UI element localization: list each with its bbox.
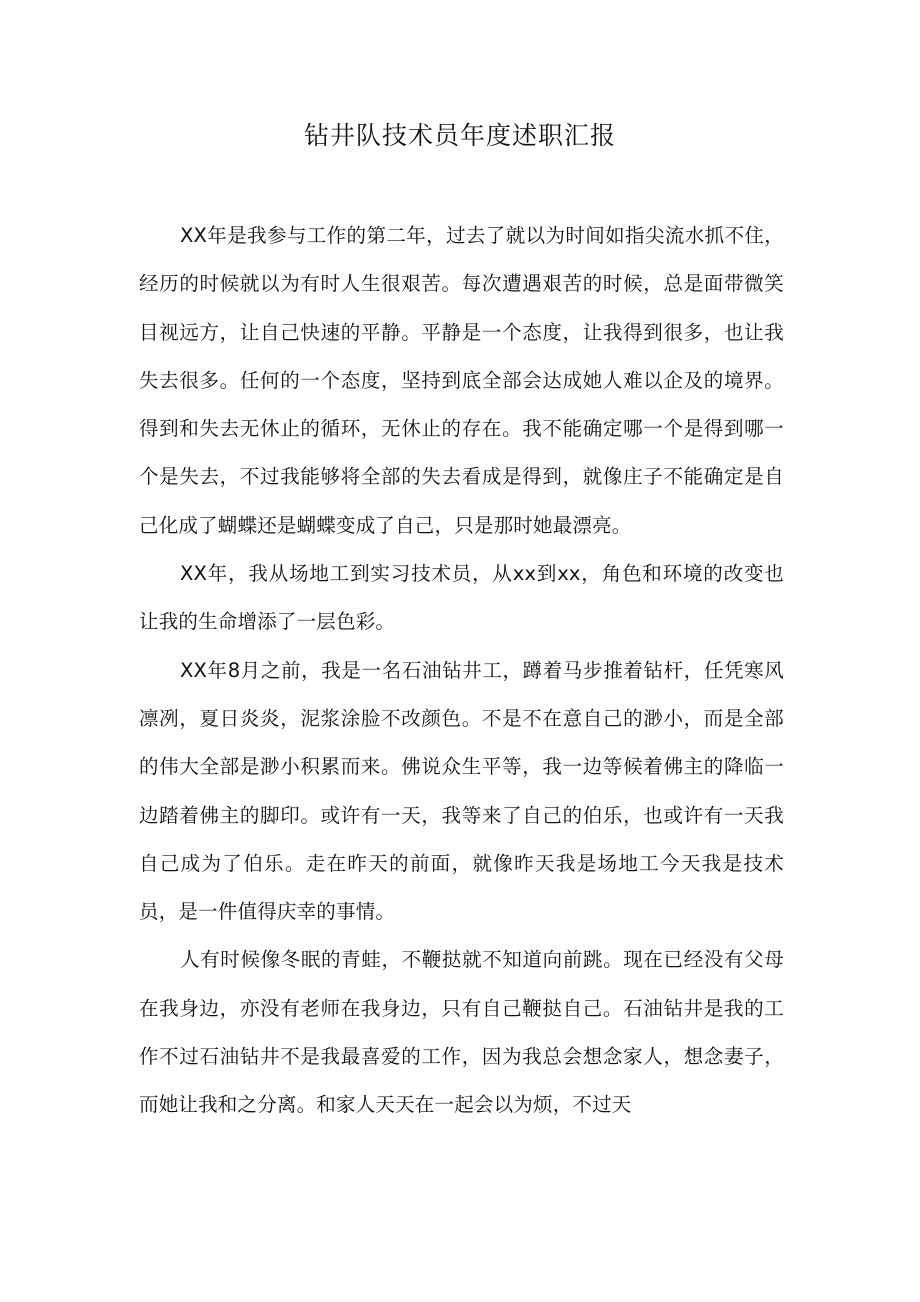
paragraph: XX年，我从场地工到实习技术员，从xx到xx，角色和环境的改变也让我的生命增添了一层色彩。 [139,562,784,634]
document-body [139,212,784,1130]
paragraph: XX年8月之前，我是一名石油钻井工，蹲着马步推着钻杆，任凭寒风凛冽，夏日炎炎，泥浆涂脸不改颜色。不是不在意自己的渺小，而是全部的伟大全部是渺小积累而来。佛说众生平等，我一边等候着佛主的降临一边踏着佛主的脚印。或许有一天，我等来了自己的伯乐，也或许有一天我自己成为了伯乐。走在昨天的前面，就像昨天我是场地工今天我是技术员，是一件值得庆幸的事情。 [139,658,784,924]
paragraph: 人有时候像冬眠的青蛙，不鞭挞就不知道向前跳。现在已经没有父母在我身边，亦没有老师在我身边，只有自己鞭挞自己。石油钻井是我的工作不过石油钻井不是我最喜爱的工作，因为我总会想念家人，想念妻子，而她让我和之分离。和家人天天在一起会以为烦，不过天 [139,948,784,1117]
paragraph: XX年是我参与工作的第二年，过去了就以为时间如指尖流水抓不住，经历的时候就以为有时人生很艰苦。每次遭遇艰苦的时候，总是面带微笑目视远方，让自己快速的平静。平静是一个态度，让我得到很多，也让我失去很多。任何的一个态度，坚持到底全部会达成她人难以企及的境界。得到和失去无休止的循环，无休止的存在。我不能确定哪一个是得到哪一个是失去，不过我能够将全部的失去看成是得到，就像庄子不能确定是自己化成了蝴蝶还是蝴蝶变成了自己，只是那时她最漂亮。 [139,224,784,537]
document-title: 钻井队技术员年度述职汇报 [303,121,616,150]
